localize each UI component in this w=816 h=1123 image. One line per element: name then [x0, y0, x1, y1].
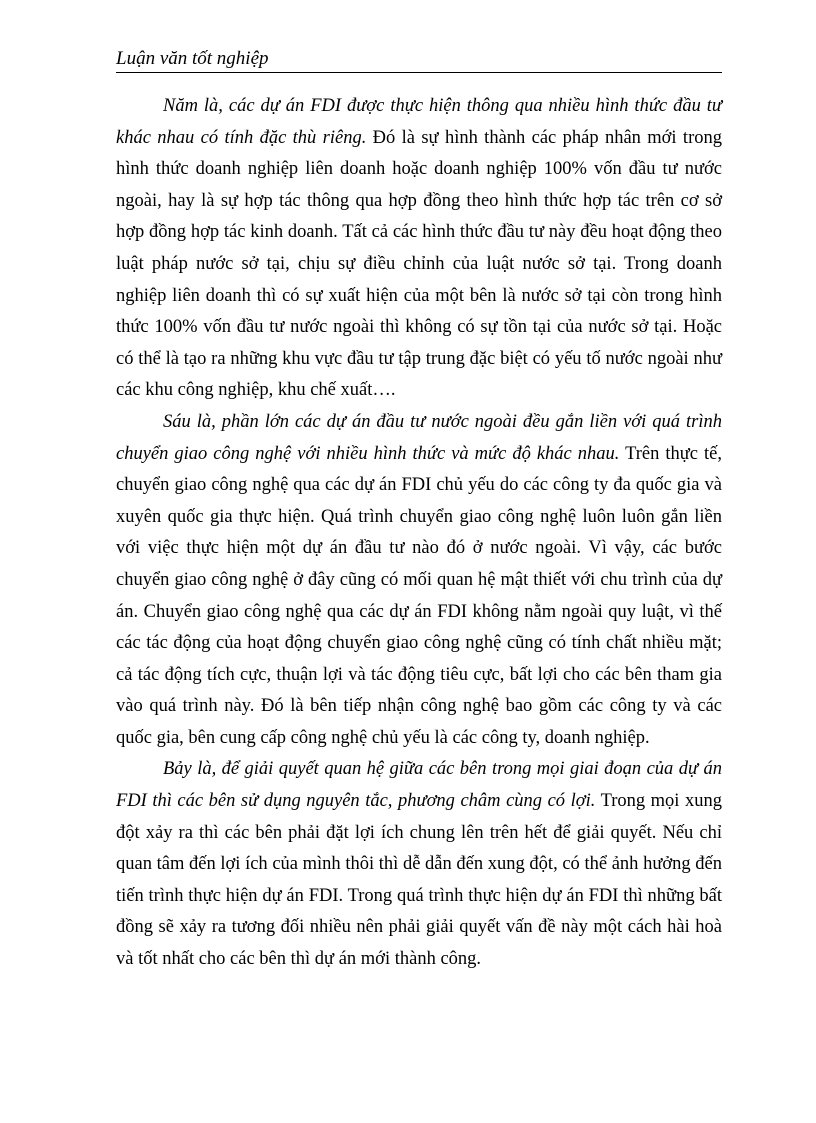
paragraph-text: Đó là sự hình thành các pháp nhân mới trong hình thức doanh nghiệp liên doanh hoặc doanh nghiệp 100% vốn đầu tư nước ngoài, hay là sự hợp tác thông qua hợp đồng theo hình thức hợp tác trên cơ sở hợp đồng hợp tác kinh doanh. Tất cả các hình thức đầu tư này đều hoạt động theo luật pháp nước sở tại, chịu sự điều chỉnh của luật nước sở tại. Trong doanh nghiệp liên doanh thì có sự xuất hiện của một bên là nước sở tại còn trong hình thức 100% vốn đầu tư nước ngoài thì không có sự tồn tại của nước sở tại. Hoặc có thể là tạo ra những khu vực đầu tư tập trung đặc biệt có yếu tố nước ngoài như các khu công nghiệp, khu chế xuất…. — [116, 127, 722, 401]
paragraph-6 — [116, 407, 722, 755]
document-body — [116, 91, 722, 976]
paragraph-lead: Năm là, các dự án FDI được thực hiện thông qua nhiều hình thức đầu tư khác nhau có tính đặc thù riêng. — [116, 96, 722, 148]
header-title: Luận văn tốt nghiệp — [116, 48, 269, 69]
paragraph-7 — [116, 754, 722, 975]
paragraph-5 — [116, 91, 722, 407]
running-header — [116, 46, 722, 73]
paragraph-text: Trên thực tế, chuyển giao công nghệ qua các dự án FDI chủ yếu do các công ty đa quốc gia và xuyên quốc gia thực hiện. Quá trình chuyển giao công nghệ luôn luôn gắn liền với việc thực hiện một dự án đầu tư nào đó ở nước ngoài. Vì vậy, các bước chuyển giao công nghệ ở đây cũng có mối quan hệ mật thiết với chu trình của dự án. Chuyển giao công nghệ qua các dự án FDI không nằm ngoài quy luật, vì thế các tác động của hoạt động chuyển giao công nghệ cũng có tính chất nhiều mặt; cả tác động tích cực, thuận lợi và tác động tiêu cực, bất lợi cho các bên tham gia vào quá trình này. Đó là bên tiếp nhận công nghệ bao gồm các công ty và các quốc gia, bên cung cấp công nghệ chủ yếu là các công ty, doanh nghiệp. — [116, 443, 722, 748]
paragraph-text: Trong mọi xung đột xảy ra thì các bên phải đặt lợi ích chung lên trên hết để giải quyết. Nếu chỉ quan tâm đến lợi ích của mình thôi thì dễ dẫn đến xung đột, có thể ảnh hưởng đến tiến trình thực hiện dự án FDI. Trong quá trình thực hiện dự án FDI thì những bất đồng sẽ xảy ra tương đối nhiều nên phải giải quyết vấn đề này một cách hài hoà và tốt nhất cho các bên thì dự án mới thành công. — [116, 791, 722, 970]
paragraph-lead: Sáu là, phần lớn các dự án đầu tư nước ngoài đều gắn liền với quá trình chuyển giao công nghệ với nhiều hình thức và mức độ khác nhau. — [116, 411, 722, 464]
paragraph-lead: Bảy là, để giải quyết quan hệ giữa các bên trong mọi giai đoạn của dự án FDI thì các bên sử dụng nguyên tắc, phương châm cùng có lợi. — [116, 759, 722, 812]
